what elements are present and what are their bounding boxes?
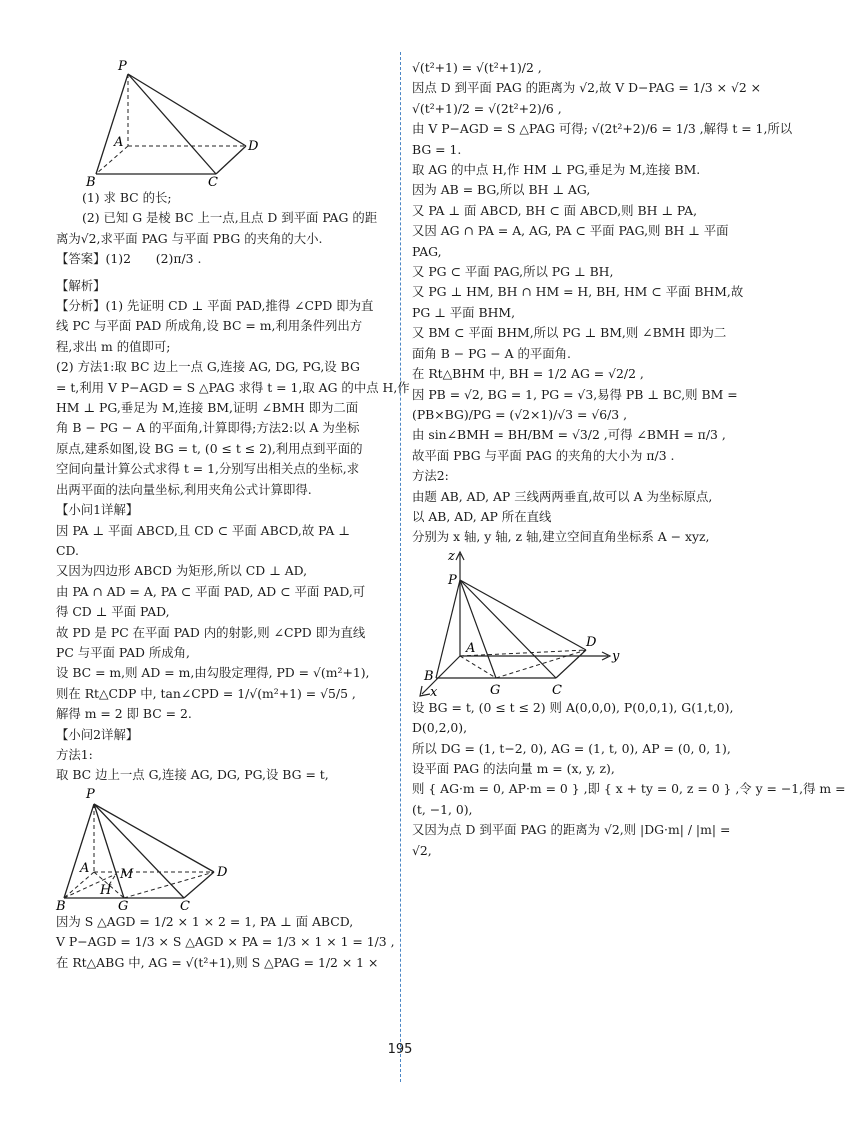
right-line-32: √2, xyxy=(412,842,432,858)
fig3-label-a: A xyxy=(466,640,476,656)
subq1-line-4: 由 PA ∩ AD = A, PA ⊂ 平面 PAD, AD ⊂ 平面 PAD,可 xyxy=(56,583,366,599)
pyramid-figure-2 xyxy=(56,786,296,912)
subq2-title: 【小问2详解】 xyxy=(56,726,139,742)
question-2-line-1: (2) 已知 G 是棱 BC 上一点,且点 D 到平面 PAG 的距 xyxy=(82,210,378,226)
analysis-line-8: 原点,建系如图,设 BG = t, (0 ≤ t ≤ 2),利用点到平面的 xyxy=(56,440,363,456)
right-line-11: 又 PG ⊂ 平面 PAG,所以 PG ⊥ BH, xyxy=(412,264,614,280)
right-line-13: PG ⊥ 平面 BHM, xyxy=(412,304,516,320)
right-line-2: 因点 D 到平面 PAG 的距离为 √2,故 V D−PAG = 1/3 × √2 × xyxy=(412,80,762,96)
right-line-9: 又因 AG ∩ PA = A, AG, PA ⊂ 平面 PAG,则 BH ⊥ 平面 xyxy=(412,223,729,239)
fig2-label-c: C xyxy=(180,898,190,914)
right-line-15: 面角 B − PG − A 的平面角. xyxy=(412,345,571,361)
right-column xyxy=(412,58,845,861)
pyramid-figure-1 xyxy=(56,58,296,188)
fig3-label-x: x xyxy=(430,684,438,700)
fig3-label-c: C xyxy=(552,682,562,698)
fig2-label-m: M xyxy=(120,866,134,882)
right-line-25: 设 BG = t, (0 ≤ t ≤ 2) 则 A(0,0,0), P(0,0,1), G(1,t,0), xyxy=(412,699,734,715)
fig2-label-p: P xyxy=(86,786,95,802)
subq1-line-9: 则在 Rt△CDP 中, tan∠CPD = 1/√(m²+1) = √5/5 , xyxy=(56,685,356,701)
analysis-line-1: 【分析】(1) 先证明 CD ⊥ 平面 PAD,推得 ∠CPD 即为直 xyxy=(56,298,374,314)
right-line-14: 又 BM ⊂ 平面 BHM,所以 PG ⊥ BM,则 ∠BMH 即为二 xyxy=(412,325,727,341)
fig2-label-h: H xyxy=(100,882,112,898)
subq1-line-6: 故 PD 是 PC 在平面 PAD 内的射影,则 ∠CPD 即为直线 xyxy=(56,624,366,640)
subq2-line-1: 方法1: xyxy=(56,746,93,762)
subq2-line-5: 在 Rt△ABG 中, AG = √(t²+1),则 S △PAG = 1/2 × 1 × xyxy=(56,954,379,970)
fig3-label-p: P xyxy=(448,572,457,588)
coordinate-figure-3 xyxy=(412,548,652,698)
right-line-23: 以 AB, AD, AP 所在直线 xyxy=(412,508,552,524)
right-line-6: 取 AG 的中点 H,作 HM ⊥ PG,垂足为 M,连接 BM. xyxy=(412,162,701,178)
right-line-7: 因为 AB = BG,所以 BH ⊥ AG, xyxy=(412,182,591,198)
right-line-30: (t, −1, 0), xyxy=(412,801,473,817)
fig3-label-d: D xyxy=(586,634,597,650)
question-2-line-2: 离为√2,求平面 PAG 与平面 PBG 的夹角的大小. xyxy=(56,230,323,246)
right-line-4: 由 V P−AGD = S △PAG 可得; √(2t²+2)/6 = 1/3 ,解得 t = 1,所以 xyxy=(412,121,793,137)
fig2-label-g: G xyxy=(118,898,129,914)
right-line-17: 因 PB = √2, BG = 1, PG = √3,易得 PB ⊥ BC,则 BM = xyxy=(412,386,738,402)
subq2-line-3: 因为 S △AGD = 1/2 × 1 × 2 = 1, PA ⊥ 面 ABCD, xyxy=(56,913,354,929)
fig3-label-z: z xyxy=(448,548,455,564)
right-line-10: PAG, xyxy=(412,243,442,259)
right-line-8: 又 PA ⊥ 面 ABCD, BH ⊂ 面 ABCD,则 BH ⊥ PA, xyxy=(412,202,698,218)
answer: 【答案】(1)2 (2)π/3 . xyxy=(56,251,202,267)
fig2-label-a: A xyxy=(80,860,90,876)
analysis-line-5: = t,利用 V P−AGD = S △PAG 求得 t = 1,取 AG 的中点 H,作 xyxy=(56,379,410,395)
subq1-line-2: CD. xyxy=(56,542,79,558)
right-line-20: 故平面 PBG 与平面 PAG 的夹角的大小为 π/3 . xyxy=(412,447,675,463)
fig2-label-b: B xyxy=(56,898,66,914)
right-line-27: 所以 DG = (1, t−2, 0), AG = (1, t, 0), AP = (0, 0, 1), xyxy=(412,740,731,756)
right-line-22: 由题 AB, AD, AP 三线两两垂直,故可以 A 为坐标原点, xyxy=(412,488,713,504)
right-line-28: 设平面 PAG 的法向量 m = (x, y, z), xyxy=(412,760,615,776)
subq1-line-5: 得 CD ⊥ 平面 PAD, xyxy=(56,604,170,620)
fig3-label-y: y xyxy=(612,648,620,664)
right-line-12: 又 PG ⊥ HM, BH ∩ HM = H, BH, HM ⊂ 平面 BHM,故 xyxy=(412,284,744,300)
fig1-label-b: B xyxy=(86,175,96,190)
left-column xyxy=(56,58,410,973)
right-line-21: 方法2: xyxy=(412,468,449,484)
subq1-line-10: 解得 m = 2 即 BC = 2. xyxy=(56,706,192,722)
fig3-label-g: G xyxy=(490,682,501,698)
analysis-title: 【解析】 xyxy=(56,277,106,293)
right-line-1: √(t²+1) = √(t²+1)/2 , xyxy=(412,60,542,75)
right-line-18: (PB×BG)/PG = (√2×1)/√3 = √6/3 , xyxy=(412,406,628,422)
right-line-29: 则 { AG·m = 0, AP·m = 0 } ,即 { x + ty = 0, z = 0 } ,令 y = −1,得 m = xyxy=(412,781,845,797)
subq2-line-2: 取 BC 边上一点 G,连接 AG, DG, PG,设 BG = t, xyxy=(56,767,329,783)
right-line-26: D(0,2,0), xyxy=(412,720,468,736)
page-number: 195 xyxy=(387,1042,413,1057)
analysis-line-10: 出两平面的法向量坐标,利用夹角公式计算即得. xyxy=(56,481,312,497)
analysis-line-7: 角 B − PG − A 的平面角,计算即得;方法2:以 A 为坐标 xyxy=(56,420,360,436)
subq2-line-4: V P−AGD = 1/3 × S △AGD × PA = 1/3 × 1 × 1 = 1/3 , xyxy=(56,934,395,950)
right-line-16: 在 Rt△BHM 中, BH = 1/2 AG = √2/2 , xyxy=(412,366,644,382)
column-divider xyxy=(400,52,401,1082)
subq1-line-3: 又因为四边形 ABCD 为矩形,所以 CD ⊥ AD, xyxy=(56,563,308,579)
subq1-line-7: PC 与平面 PAD 所成角, xyxy=(56,644,190,660)
subq1-line-8: 设 BC = m,则 AD = m,由勾股定理得, PD = √(m²+1), xyxy=(56,665,370,681)
question-1: (1) 求 BC 的长; xyxy=(82,190,172,205)
fig1-label-a: A xyxy=(114,135,124,150)
subq1-title: 【小问1详解】 xyxy=(56,502,139,518)
fig2-label-d: D xyxy=(217,864,228,880)
fig1-label-p: P xyxy=(118,59,127,74)
right-line-24: 分别为 x 轴, y 轴, z 轴,建立空间直角坐标系 A − xyz, xyxy=(412,529,710,545)
right-line-31: 又因为点 D 到平面 PAG 的距离为 √2,则 |DG·m| / |m| = xyxy=(412,822,731,838)
fig3-label-b: B xyxy=(424,668,434,684)
analysis-line-3: 程,求出 m 的值即可; xyxy=(56,338,171,354)
subq1-line-1: 因 PA ⊥ 平面 ABCD,且 CD ⊂ 平面 ABCD,故 PA ⊥ xyxy=(56,522,350,538)
right-line-5: BG = 1. xyxy=(412,141,462,157)
right-line-19: 由 sin∠BMH = BH/BM = √3/2 ,可得 ∠BMH = π/3 , xyxy=(412,427,726,443)
analysis-line-2: 线 PC 与平面 PAD 所成角,设 BC = m,利用条件列出方 xyxy=(56,318,363,334)
analysis-line-9: 空间向量计算公式求得 t = 1,分别写出相关点的坐标,求 xyxy=(56,461,360,477)
fig1-label-d: D xyxy=(248,139,259,154)
fig1-label-c: C xyxy=(208,175,218,190)
right-line-3: √(t²+1)/2 = √(2t²+2)/6 , xyxy=(412,100,562,116)
analysis-line-4: (2) 方法1:取 BC 边上一点 G,连接 AG, DG, PG,设 BG xyxy=(56,359,360,375)
analysis-line-6: HM ⊥ PG,垂足为 M,连接 BM,证明 ∠BMH 即为二面 xyxy=(56,400,359,416)
